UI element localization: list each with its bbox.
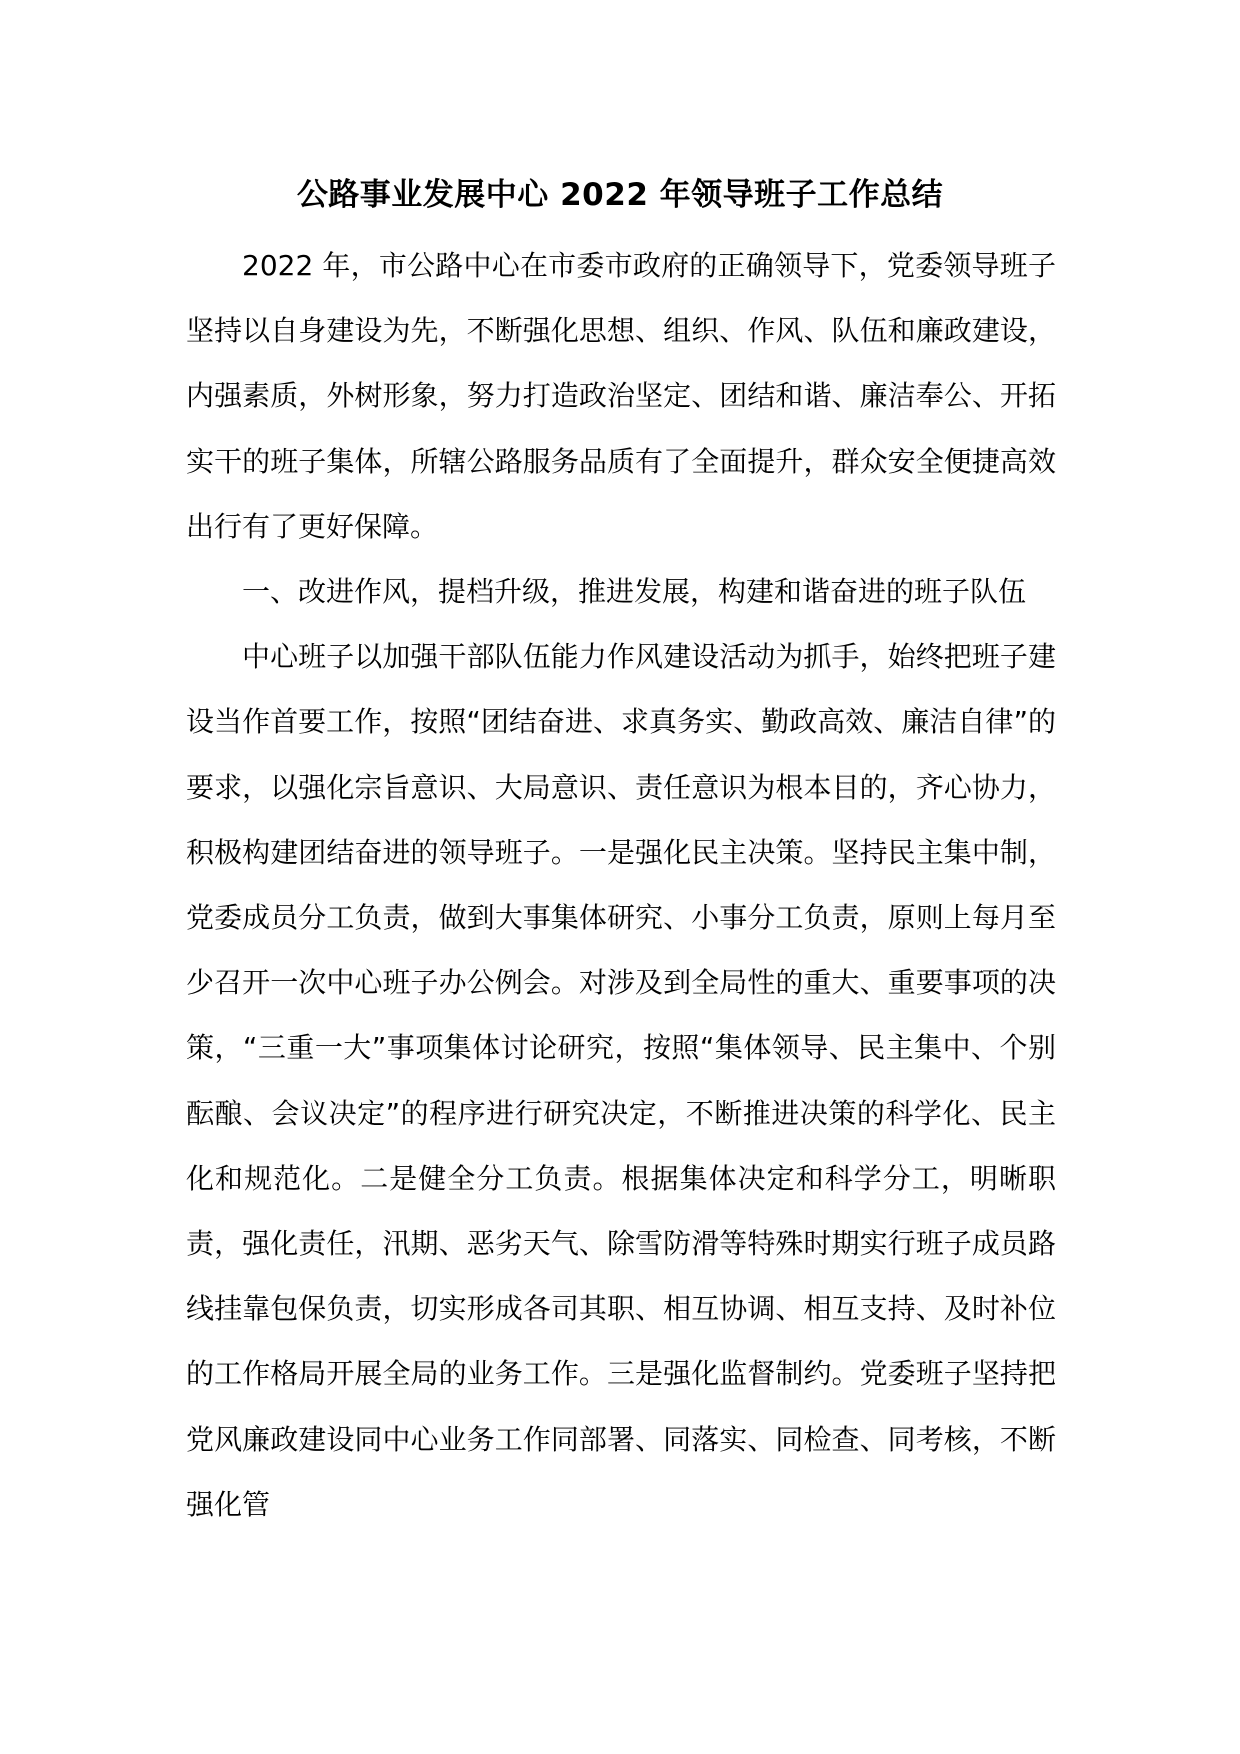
intro-paragraph: 2022 年，市公路中心在市委市政府的正确领导下，党委领导班子坚持以自身建设为先，不断强化思想、组织、作风、队伍和廉政建设，内强素质，外树形象，努力打造政治坚定、团结和谐、廉洁奉公、开拓实干的班子集体，所辖公路服务品质有了全面提升，群众安全便捷高效出行有了更好保障。 — [186, 249, 1056, 543]
document-title: 公路事业发展中心 2022 年领导班子工作总结 — [296, 177, 944, 213]
section-heading-1: 一、改进作风，提档升级，推进发展，构建和谐奋进的班子队伍 — [242, 575, 1027, 609]
section-1-paragraph: 中心班子以加强干部队伍能力作风建设活动为抓手，始终把班子建设当作首要工作，按照“团结奋进、求真务实、勤政高效、廉洁自律”的要求，以强化宗旨意识、大局意识、责任意识为根本目的，齐心协力，积极构建团结奋进的领导班子。一是强化民主决策。坚持民主集中制，党委成员分工负责，做到大事集体研究、小事分工负责，原则上每月至少召开一次中心班子办公例会。对涉及到全局性的重大、重要事项的决策，“三重一大”事项集体讨论研究，按照“集体领导、民主集中、个别酝酿、会议决定”的程序进行研究决定，不断推进决策的科学化、民主化和规范化。二是健全分工负责。根据集体决定和科学分工，明晰职责，强化责任，汛期、恶劣天气、除雪防滑等特殊时期实行班子成员路线挂靠包保负责，切实形成各司其职、相互协调、相互支持、及时补位的工作格局开展全局的业务工作。三是强化监督制约。党委班子坚持把党风廉政建设同中心业务工作同部署、同落实、同检查、同考核，不断强化管 — [186, 640, 1056, 1521]
document-body — [186, 233, 1056, 1537]
